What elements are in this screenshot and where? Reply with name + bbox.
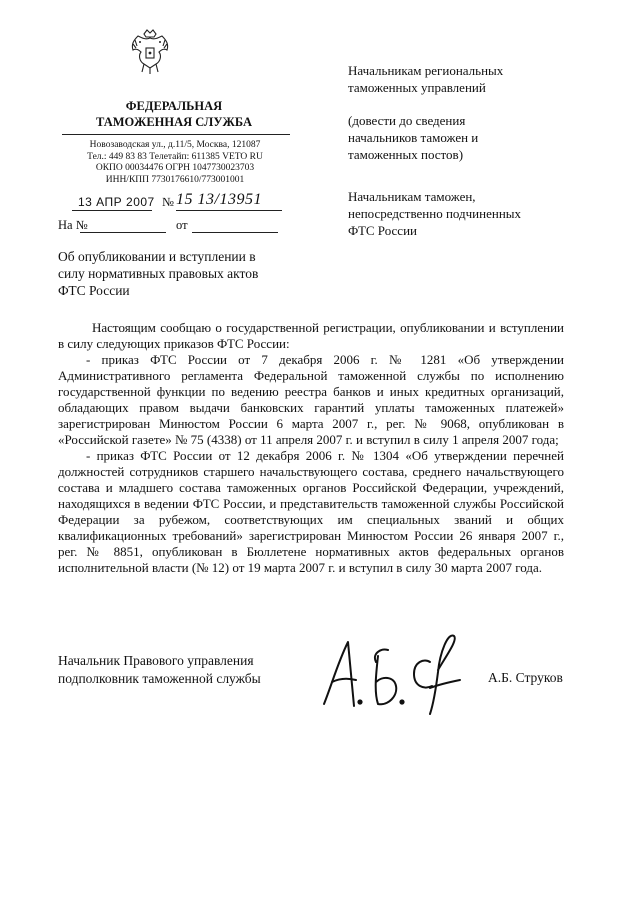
recipient-line: таможенных управлений	[348, 80, 486, 95]
registration-line	[58, 192, 284, 214]
recipient-note-line: начальников таможен и	[348, 130, 479, 145]
reference-date-blank	[192, 232, 278, 233]
recipient-line: ФТС России	[348, 223, 417, 238]
contact-address: Новозаводская ул., д.11/5, Москва, 121087	[89, 140, 261, 150]
header-divider	[62, 134, 290, 135]
subject-line: Об опубликовании и вступлении в	[58, 249, 256, 264]
signatory-position-line1: Начальник Правового управления	[58, 653, 254, 668]
outgoing-number: 15 13/13951	[176, 191, 262, 208]
org-name-line1: ФЕДЕРАЛЬНАЯ	[125, 99, 223, 113]
org-name-line2: ТАМОЖЕННАЯ СЛУЖБА	[96, 115, 252, 129]
recipient-note-line: (довести до сведения	[348, 113, 466, 128]
reference-line	[58, 218, 284, 238]
coat-of-arms-emblem	[128, 28, 172, 76]
reference-date-label: от	[176, 218, 188, 232]
signatory-position	[58, 652, 261, 688]
organization-name	[58, 98, 290, 130]
subject-line: силу нормативных правовых актов	[58, 266, 259, 281]
contact-okpo: ОКПО 00034476 ОГРН 1047730023703	[95, 163, 255, 173]
reference-number-label: На №	[58, 218, 88, 232]
recipient-block-regional	[348, 62, 503, 96]
body-order-item-1304: - приказ ФТС России от 12 декабря 2006 г. № 1304 «Об утверждении перечней должностей сотрудников старшего начальствующего состава, среднего начальствующего состава и младшего состава таможенных органов Российской Федерации, учреждений, находящихся в ведении ФТС России, и представительств таможенной службы Российской Федерации за рубежом, соответствующих им специальных званий и общих квалификационных требований» зарегистрирован Минюстом России 26 января 2007 г., рег. № 8851, опубликован в Бюллетене нормативных актов федеральных органов исполнительной власти (№ 12) от 19 марта 2007 г. и вступил в силу 30 марта 2007 года.	[58, 448, 564, 575]
signatory-position-line2: подполковник таможенной службы	[58, 671, 261, 686]
number-label: №	[162, 195, 174, 209]
outgoing-date-stamp: 13 АПР 2007	[78, 195, 155, 209]
recipient-line: Начальникам региональных	[348, 63, 504, 78]
organization-contacts	[60, 140, 290, 186]
recipient-note	[348, 112, 478, 163]
number-underline	[176, 210, 282, 211]
recipient-block-customs	[348, 188, 521, 239]
recipient-line: непосредственно подчиненных	[348, 206, 522, 221]
contact-phone: Тел.: 449 83 83 Телетайп: 611385 VETO RU	[87, 151, 263, 162]
body-order-item-1281: - приказ ФТС России от 7 декабря 2006 г. № 1281 «Об утверждении Административного регламента Федеральной таможенной службы по исполнению государственной функции по ведению реестра банков и иных кредитных организаций, обладающих правом выдачи банковских гарантий уплаты таможенных платежей» зарегистрирован Минюстом России 6 марта 2007 г., рег. № 9068, опубликован в «Российской газете» № 75 (4338) от 11 апреля 2007 г. и вступил в силу 1 апреля 2007 года;	[58, 352, 564, 447]
body-intro-paragraph: Настоящим сообщаю о государственной регистрации, опубликовании и вступлении в силу следующих приказов ФТС России:	[58, 320, 564, 351]
letter-body	[58, 320, 564, 576]
contact-inn: ИНН/КПП 7730176610/773001001	[105, 174, 245, 185]
reference-number-blank	[80, 232, 166, 233]
subject-line: ФТС России	[58, 283, 130, 298]
recipient-note-line: таможенных постов)	[348, 147, 464, 162]
signatory-name: А.Б. Струков	[488, 670, 563, 685]
letter-subject	[58, 248, 288, 299]
handwritten-signature	[318, 632, 464, 716]
recipient-line: Начальникам таможен,	[348, 189, 476, 204]
date-underline	[72, 210, 152, 211]
